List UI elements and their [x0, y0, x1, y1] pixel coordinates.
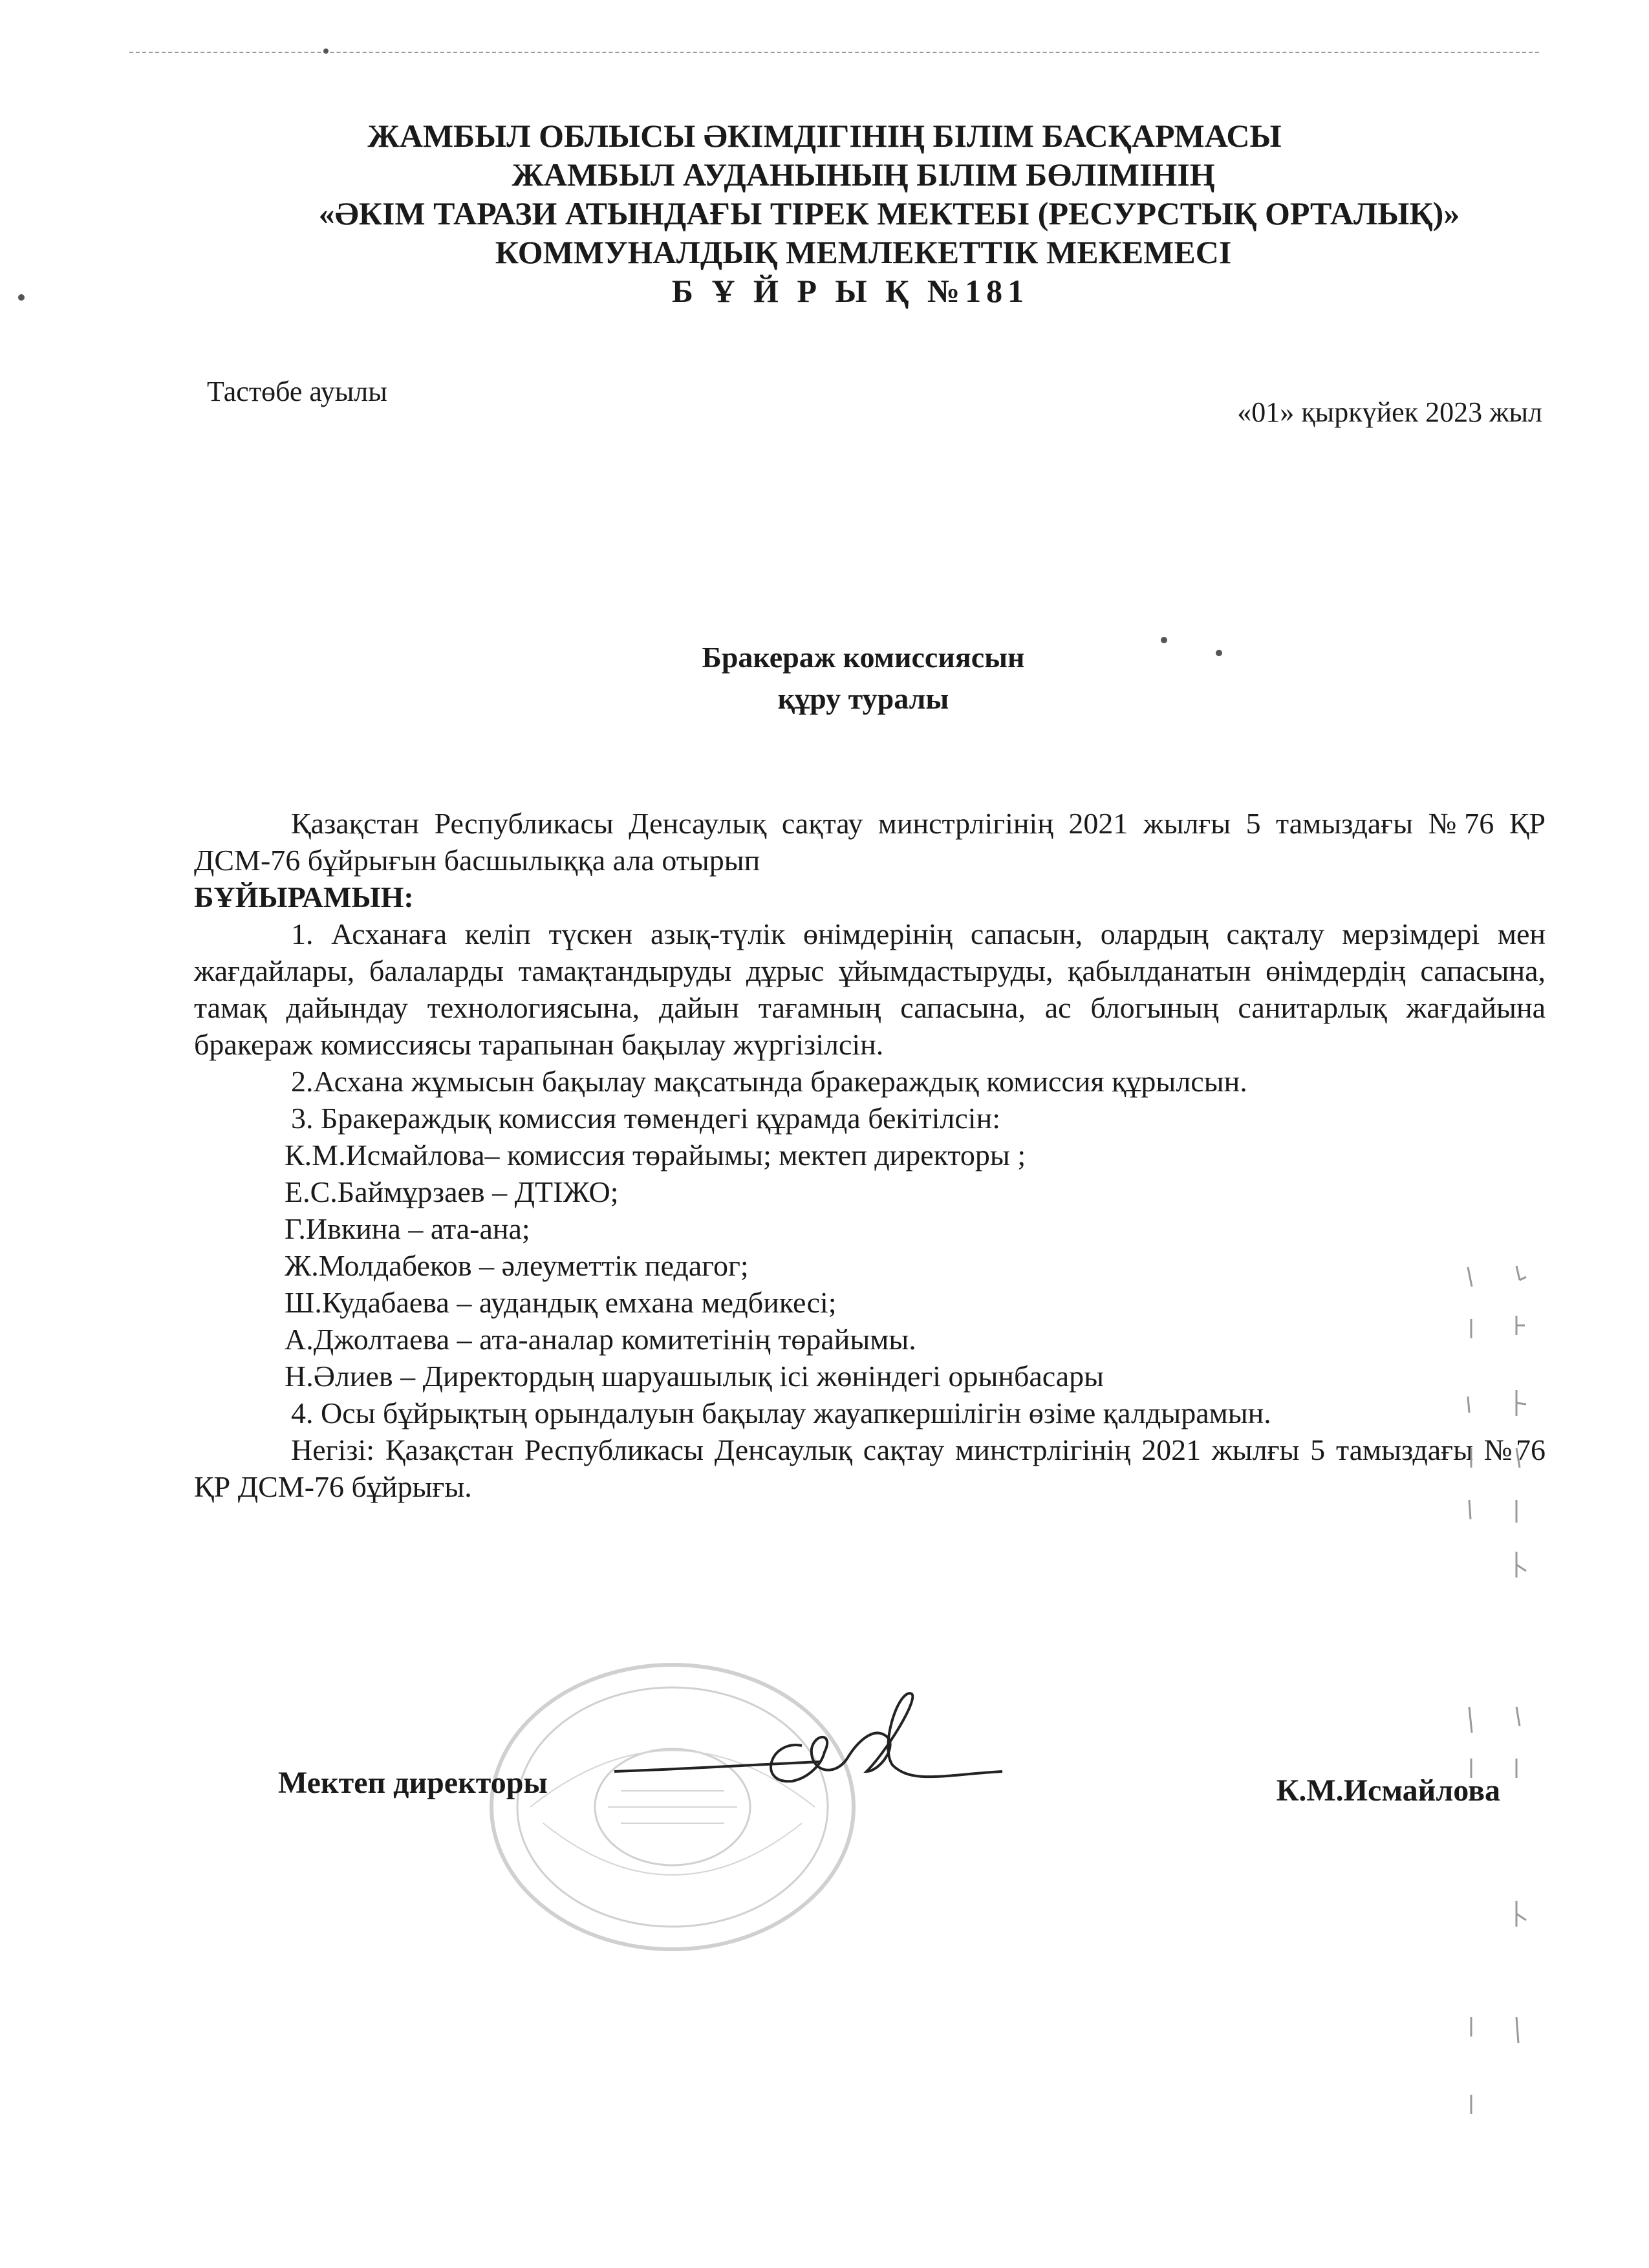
scan-edge-line: [129, 52, 1539, 53]
order-word-text: БҰЙЫРАМЫН:: [194, 881, 414, 914]
order-item-4: 4. Осы бұйрықтың орындалуын бақылау жауапкершілігін өзіме қалдырамын.: [291, 1396, 1271, 1429]
header-organization-line-4: КОММУНАЛДЫҚ МЕМЛЕКЕТТІК МЕКЕМЕСІ: [495, 234, 1232, 270]
preamble-text: Қазақстан Республикасы Денсаулық сақтау минстрлігінің 2021 жылғы 5 тамыздағы №76 ҚР ДСМ-76 бұйрығын басшылыққа ала отырып: [194, 807, 1546, 877]
signature-title: Мектеп директоры: [278, 1766, 548, 1800]
commission-member: Ш.Кудабаева – аудандық емхана медбикесі;: [285, 1286, 837, 1319]
header-organization-line-2: ЖАМБЫЛ АУДАНЫНЫҢ БІЛІМ БӨЛІМІНІҢ: [512, 156, 1215, 193]
order-item-2: 2.Асхана жұмысын бақылау мақсатында бракераждық комиссия құрылсын.: [291, 1065, 1247, 1098]
commission-member: Г.Ивкина – ата-ана;: [285, 1212, 530, 1245]
preamble-paragraph: [194, 805, 1546, 879]
document-header: [0, 116, 1649, 310]
order-item-3: 3. Бракераждық комиссия төмендегі құрамда бекітілсін:: [291, 1102, 1000, 1135]
subject-line-1: Бракераж комиссиясын: [702, 641, 1025, 674]
commission-member: Ж.Молдабеков – әлеуметтік педагог;: [285, 1249, 749, 1282]
scan-speck: [323, 48, 329, 54]
order-number-title: Б Ұ Й Р Ы Қ №181: [671, 273, 1029, 309]
commission-member: К.М.Исмайлова– комиссия төрайымы; мектеп директоры ;: [285, 1139, 1026, 1171]
signature-name: К.М.Исмайлова: [1276, 1773, 1500, 1808]
order-word: [194, 879, 1546, 915]
header-organization-line-1: ЖАМБЫЛ ОБЛЫСЫ ӘКІМДІГІНІҢ БІЛІМ БАСҚАРМАСЫ: [367, 118, 1282, 154]
document-body: [194, 805, 1546, 1505]
document-date: «01» қыркүйек 2023 жыл: [1237, 396, 1542, 428]
commission-member: Е.С.Баймұрзаев – ДТІЖО;: [285, 1175, 619, 1208]
basis-paragraph: Негізі: Қазақстан Республикасы Денсаулық сақтау минстрлігінің 2021 жылғы 5 тамыздағы №76 ҚР ДСМ-76 бұйрығы.: [194, 1433, 1546, 1503]
document-place: Тастөбе ауылы: [207, 376, 387, 407]
commission-member: А.Джолтаева – ата-аналар комитетінің төрайымы.: [285, 1323, 916, 1356]
document-subject: [0, 637, 1649, 720]
order-item-1: 1. Асханаға келіп түскен азық-түлік өнімдерінің сапасын, олардың сақталу мерзімдері мен жағдайлары, балаларды тамақтандыруды дұрыс ұйымдастыруды, қабылданатын өнімдердің сапасына, тамақ дайындау технологиясына, дайын тағамның сапасына, ас блогының санитарлық жағдайына бракераж комиссиясы тарапынан бақылау жүргізілсін.: [194, 917, 1546, 1061]
scan-bleed-through-marks: [1455, 1254, 1546, 2159]
signature-block: [0, 1759, 1649, 1836]
commission-member: Н.Әлиев – Директордың шаруашылық ісі жөніндегі орынбасары: [285, 1360, 1105, 1393]
subject-line-2: құру туралы: [777, 682, 949, 715]
header-organization-line-3: «ӘКІМ ТАРАЗИ АТЫНДАҒЫ ТІРЕК МЕКТЕБІ (РЕСУРСТЫҚ ОРТАЛЫҚ)»: [318, 195, 1460, 231]
